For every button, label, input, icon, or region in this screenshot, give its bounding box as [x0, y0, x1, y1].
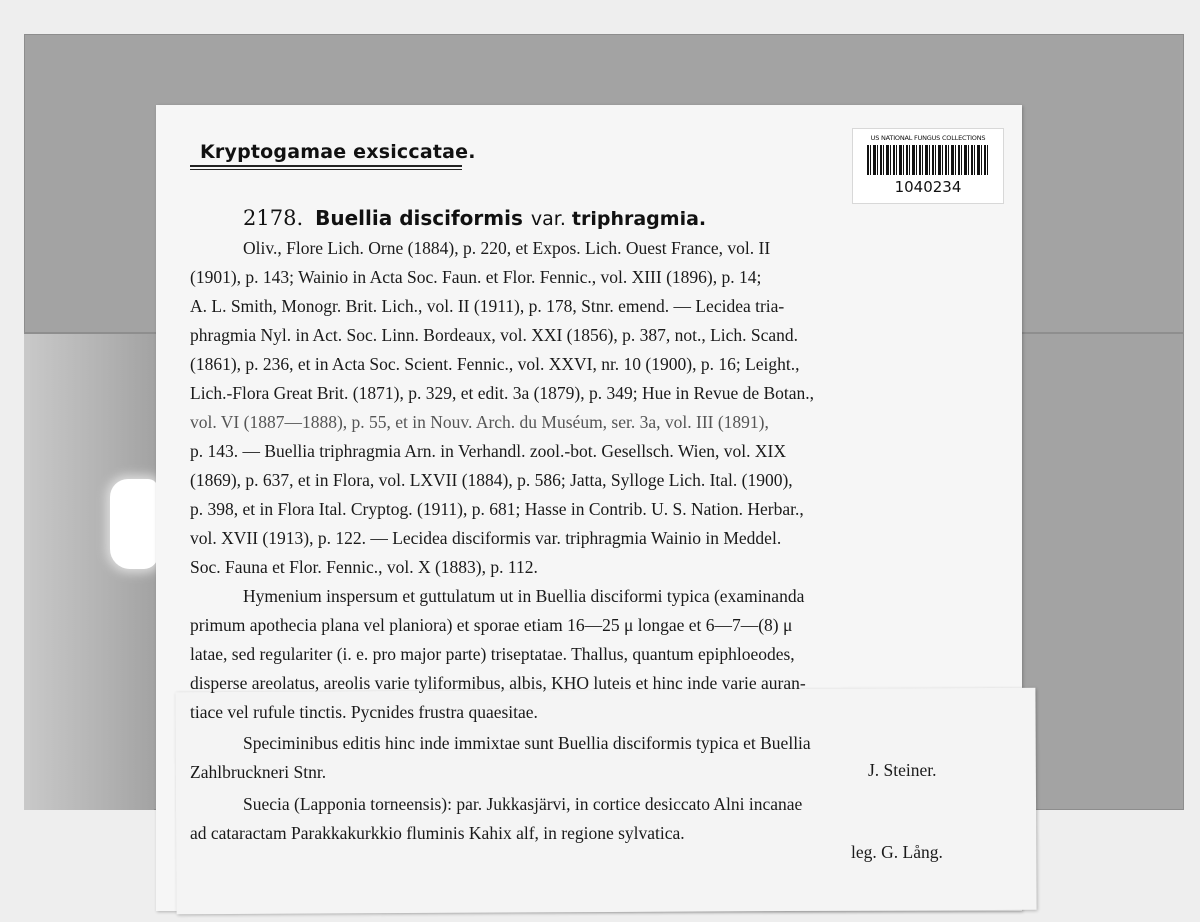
- synonymy-line: p. 143. — Buellia triphragmia Arn. in Verhandl. zool.-bot. Gesellsch. Wien, vol. XIX: [190, 441, 786, 461]
- synonymy-line: (1901), p. 143; Wainio in Acta Soc. Faun. et Flor. Fennic., vol. XIII (1896), p. 14;: [190, 267, 762, 287]
- synonymy-line: Oliv., Flore Lich. Orne (1884), p. 220, et Expos. Lich. Ouest France, vol. II: [243, 238, 771, 258]
- synonymy-line: (1861), p. 236, et in Acta Soc. Scient. Fennic., vol. XXVI, nr. 10 (1900), p. 16; Leight.,: [190, 354, 800, 374]
- taxon-epithet: triphragmia.: [571, 208, 707, 230]
- barcode-number: 1040234: [894, 178, 962, 196]
- synonymy-line: phragmia Nyl. in Act. Soc. Linn. Bordeaux, vol. XXI (1856), p. 387, not., Lich. Scand.: [190, 325, 799, 345]
- synonymy-line: vol. VI (1887—1888), p. 55, et in Nouv. Arch. du Muséum, ser. 3a, vol. III (1891),: [190, 412, 769, 432]
- specimen-note-line: Zahlbruckneri Stnr.: [190, 762, 327, 782]
- series-title-underline: [190, 165, 462, 167]
- description-line: primum apothecia plana vel planiora) et sporae etiam 16—25 μ longae et 6—7—(8) μ: [190, 615, 793, 635]
- series-title: Kryptogamae exsiccatae.: [200, 141, 476, 163]
- series-title-underline-double: [190, 169, 462, 170]
- barcode-label: [852, 128, 1004, 204]
- entry-heading: [243, 206, 706, 230]
- taxon-name: Buellia disciformis: [315, 206, 523, 230]
- collector-credit: leg. G. Lång.: [851, 842, 943, 862]
- tape-patch: [110, 479, 158, 569]
- barcode-icon: [867, 145, 989, 175]
- locality-line: ad cataractam Parakkakurkkio fluminis Kahix alf, in regione sylvatica.: [190, 823, 685, 843]
- barcode-caption: US NATIONAL FUNGUS COLLECTIONS: [870, 134, 986, 142]
- description-line: latae, sed regulariter (i. e. pro major parte) triseptatae. Thallus, quantum epiphloeodes,: [190, 644, 795, 664]
- synonymy-line: Lich.-Flora Great Brit. (1871), p. 329, et edit. 3a (1879), p. 349; Hue in Revue de Botan.,: [190, 383, 815, 403]
- synonymy-line: vol. XVII (1913), p. 122. — Lecidea disciformis var. triphragmia Wainio in Meddel.: [190, 528, 782, 548]
- specimen-note-line: Speciminibus editis hinc inde immixtae sunt Buellia disciformis typica et Buellia: [243, 733, 811, 753]
- description-line: tiace vel rufule tinctis. Pycnides frustra quaesitae.: [190, 702, 538, 722]
- entry-number: 2178.: [243, 206, 304, 230]
- author-signature: J. Steiner.: [868, 760, 937, 780]
- synonymy-line: p. 398, et in Flora Ital. Cryptog. (1911), p. 681; Hasse in Contrib. U. S. Nation. Herbar.,: [190, 499, 804, 519]
- locality-line: Suecia (Lapponia torneensis): par. Jukkasjärvi, in cortice desiccato Alni incanae: [243, 794, 803, 814]
- synonymy-line: Soc. Fauna et Flor. Fennic., vol. X (1883), p. 112.: [190, 557, 538, 577]
- synonymy-line: (1869), p. 637, et in Flora, vol. LXVII (1884), p. 586; Jatta, Sylloge Lich. Ital. (1900),: [190, 470, 793, 490]
- synonymy-line: A. L. Smith, Monogr. Brit. Lich., vol. II (1911), p. 178, Stnr. emend. — Lecidea tria-: [190, 296, 785, 316]
- description-line: disperse areolatus, areolis varie tyliformibus, albis, KHO luteis et hinc inde varie auran-: [190, 673, 806, 693]
- envelope-light-edge: [24, 334, 154, 810]
- description-line: Hymenium inspersum et guttulatum ut in Buellia disciformi typica (examinanda: [243, 586, 805, 606]
- taxon-rank: var.: [530, 208, 566, 230]
